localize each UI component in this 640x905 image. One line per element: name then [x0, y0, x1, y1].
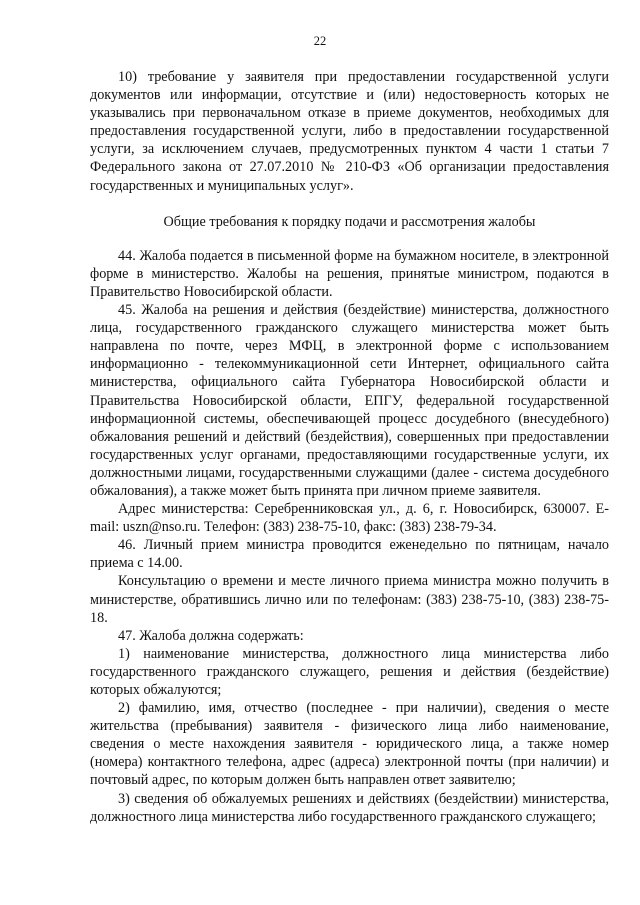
paragraph-47-item-2: 2) фамилию, имя, отчество (последнее - при наличии), сведения о месте жительства (пребывания) заявителя - физического лица либо наименование, сведения о месте нахождения заявителя - юридического лица, а также номер (номера) контактного телефона, адрес (адреса) электронной почты (при наличии) и почтовый адрес, по которым должен быть направлен ответ заявителю;: [90, 700, 609, 789]
section-heading: Общие требования к порядку подачи и рассмотрения жалобы: [163, 213, 536, 230]
paragraph-46: 46. Личный прием министра проводится еженедельно по пятницам, начало приема с 14.00.: [90, 537, 609, 572]
paragraph-44: 44. Жалоба подается в письменной форме на бумажном носителе, в электронной форме в министерство. Жалобы на решения, принятые министром, подаются в Правительство Новосибирской области.: [90, 247, 609, 300]
paragraph-45: 45. Жалоба на решения и действия (бездействие) министерства, должностного лица, государственного гражданского служащего министерства может быть направлена по почте, через МФЦ, в электронной форме с использованием информационно - телекоммуникационной сети Интернет, официального сайта министерства, официального сайта Губернатора Новосибирской области и Правительства Новосибирской области, ЕПГУ, федеральной государственной информационной системы, обеспечивающей процесс досудебного (внесудебного) обжалования решений и действий (бездействия), совершенных при предоставлении государственных услуг органами, предоставляющими государственные услуги, их должностными лицами, государственными служащими (далее - система досудебного обжалования), а также может быть принята при личном приеме заявителя.: [90, 302, 609, 499]
paragraph-ministry-address: Адрес министерства: Серебренниковская ул., д. 6, г. Новосибирск, 630007. E-mail: uszn@nso.ru. Телефон: (383) 238-75-10, факс: (383) 238-79-34.: [90, 501, 609, 536]
paragraph-item-10: 10) требование у заявителя при предоставлении государственной услуги документов или информации, отсутствие и (или) недостоверность которых не указывались при первоначальном отказе в приеме документов, необходимых для предоставления государственной услуги, либо в предоставлении государственной услуги, за исключением случаев, предусмотренных пунктом 4 части 1 статьи 7 Федерального закона от 27.07.2010 № 210-ФЗ «Об организации предоставления государственных и муниципальных услуг».: [90, 69, 609, 194]
paragraph-47-item-1: 1) наименование министерства, должностного лица министерства либо государственного гражданского служащего, решения и действия (бездействие) которых обжалуются;: [90, 645, 609, 698]
paragraph-47: 47. Жалоба должна содержать:: [118, 627, 304, 644]
page-number: 22: [313, 34, 327, 48]
document-body: [90, 68, 609, 826]
paragraph-47-item-3: 3) сведения об обжалуемых решениях и действиях (бездействии) министерства, должностного лица министерства либо государственного гражданского служащего;: [90, 790, 609, 825]
paragraph-consultation: Консультацию о времени и месте личного приема министра можно получить в министерстве, обратившись лично или по телефонам: (383) 238-75-10, (383) 238-75-18.: [90, 573, 609, 626]
